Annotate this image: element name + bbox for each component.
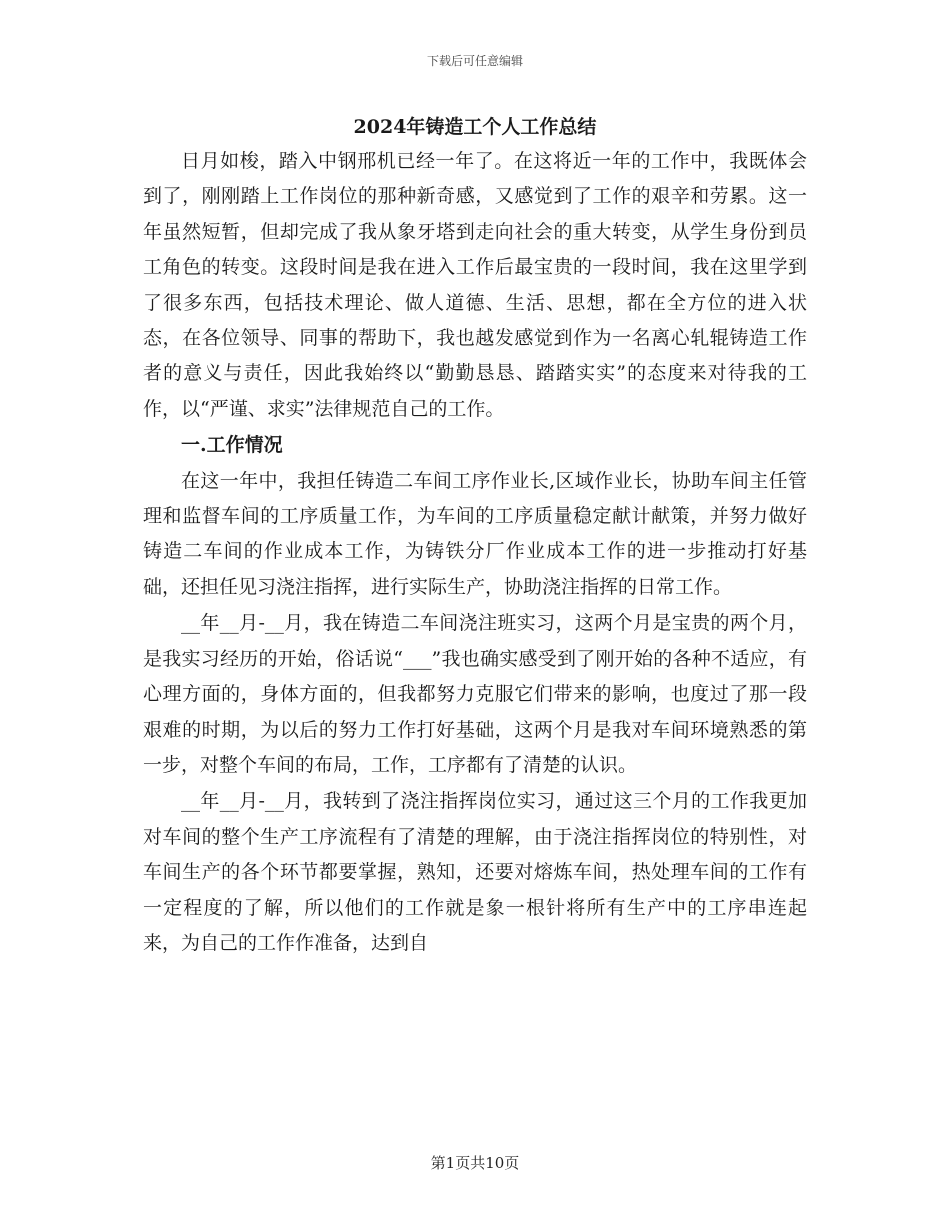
header-note: 下载后可任意编辑: [426, 54, 523, 68]
paragraph: 在这一年中，我担任铸造二车间工序作业长,区域作业长，协助车间主任管理和监督车间的工序质量工作，为车间的工序质量稳定献计献策，并努力做好铸造二车间的作业成本工作，为铸铁分厂作业成本工作的进一步推动打好基础，还担任见习浇注指挥，进行实际生产，协助浇注指挥的日常工作。: [143, 469, 807, 598]
paragraph-intro: 日月如梭，踏入中钢邢机已经一年了。在这将近一年的工作中，我既体会到了，刚刚踏上工作岗位的那种新奇感，又感觉到了工作的艰辛和劳累。这一年虽然短暂，但却完成了我从象牙塔到走向社会的重大转变，从学生身份到员工角色的转变。这段时间是我在进入工作后最宝贵的一段时间，我在这里学到了很多东西，包括技术理论、做人道德、生活、思想，都在全方位的进入状态，在各位领导、同事的帮助下，我也越发感觉到作为一名离心轧辊铸造工作者的意义与责任，因此我始终以“勤勤恳恳、踏踏实实”的态度来对待我的工作，以“严谨、求实”法律规范自己的工作。: [143, 150, 807, 420]
paragraph: __年__月-__月，我转到了浇注指挥岗位实习，通过这三个月的工作我更加对车间的整个生产工序流程有了清楚的理解，由于浇注指挥岗位的特别性，对车间生产的各个环节都要掌握，熟知，还要对熔炼车间，热处理车间的工作有一定程度的了解，所以他们的工作就是象一根针将所有生产中的工序串连起来，为自己的工作作准备，达到自: [143, 790, 807, 954]
document-body: [143, 112, 807, 962]
paragraph: __年__月-__月，我在铸造二车间浇注班实习，这两个月是宝贵的两个月，是我实习经历的开始，俗话说“___”我也确实感受到了刚开始的各种不适应，有心理方面的，身体方面的，但我都努力克服它们带来的影响，也度过了那一段艰难的时期，为以后的努力工作打好基础，这两个月是我对车间环境熟悉的第一步，对整个车间的布局，工作，工序都有了清楚的认识。: [143, 612, 807, 776]
page-number: 第1页共10页: [430, 1154, 520, 1172]
section-heading-work: 一.工作情况: [181, 434, 283, 457]
document-title: 2024年铸造工个人工作总结: [353, 116, 597, 138]
